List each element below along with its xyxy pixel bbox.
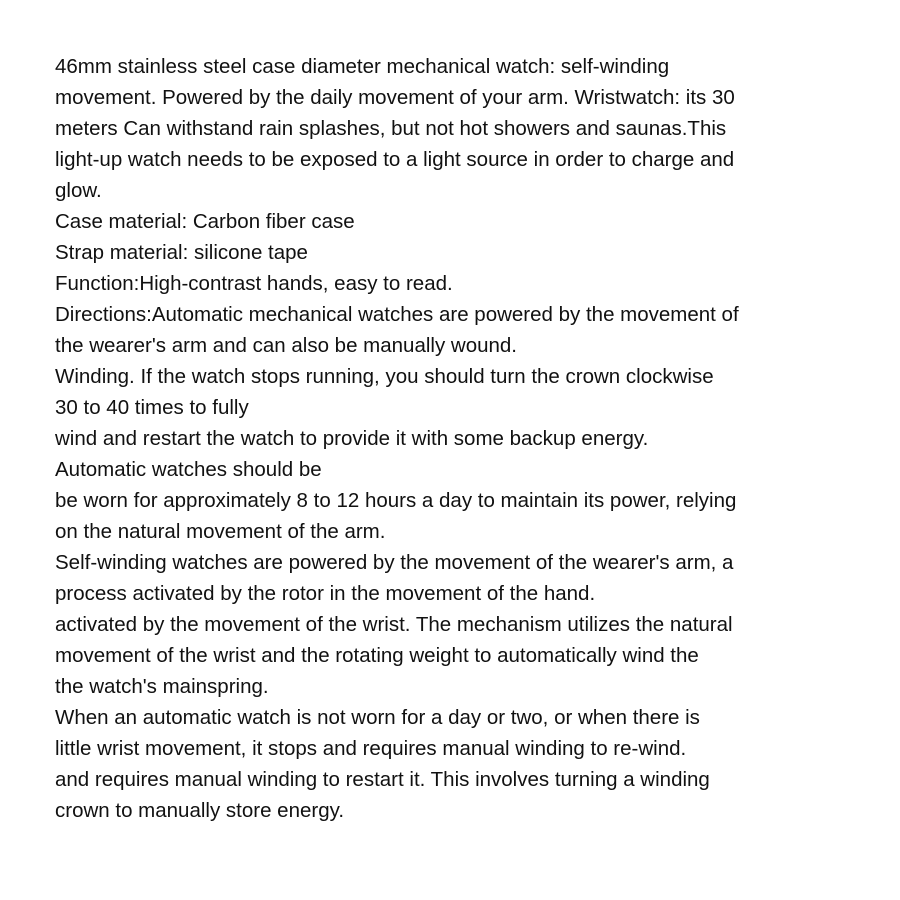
text-line-4: light-up watch needs to be exposed to a light source in order to charge and <box>55 148 735 171</box>
text-line-1: 46mm stainless steel case diameter mechanical watch: self-winding <box>55 55 670 78</box>
mechanism-line-1: activated by the movement of the wrist. The mechanism utilizes the natural <box>55 613 733 636</box>
winding-line-3: wind and restart the watch to provide it with some backup energy. <box>55 427 649 450</box>
mechanism-line-3: the watch's mainspring. <box>55 675 269 698</box>
function-line: Function:High-contrast hands, easy to read. <box>55 272 453 295</box>
directions-line-2: the wearer's arm and can also be manually wound. <box>55 334 518 357</box>
not-worn-line-4: crown to manually store energy. <box>55 799 345 822</box>
description-text <box>55 51 860 826</box>
not-worn-line-1: When an automatic watch is not worn for a day or two, or when there is <box>55 706 700 729</box>
self-winding-line-2: process activated by the rotor in the movement of the hand. <box>55 582 596 605</box>
winding-line-1: Winding. If the watch stops running, you should turn the crown clockwise <box>55 365 714 388</box>
case-material-line: Case material: Carbon fiber case <box>55 210 355 233</box>
automatic-line-1: Automatic watches should be <box>55 458 322 481</box>
self-winding-line-1: Self-winding watches are powered by the movement of the wearer's arm, a <box>55 551 734 574</box>
not-worn-line-3: and requires manual winding to restart it. This involves turning a winding <box>55 768 710 791</box>
text-line-5: glow. <box>55 179 102 202</box>
not-worn-line-2: little wrist movement, it stops and requires manual winding to re-wind. <box>55 737 687 760</box>
automatic-line-2: be worn for approximately 8 to 12 hours a day to maintain its power, relying <box>55 489 737 512</box>
text-line-2: movement. Powered by the daily movement of your arm. Wristwatch: its 30 <box>55 86 735 109</box>
text-line-3: meters Can withstand rain splashes, but not hot showers and saunas.This <box>55 117 727 140</box>
mechanism-line-2: movement of the wrist and the rotating weight to automatically wind the <box>55 644 699 667</box>
winding-line-2: 30 to 40 times to fully <box>55 396 249 419</box>
automatic-line-3: on the natural movement of the arm. <box>55 520 386 543</box>
strap-material-line: Strap material: silicone tape <box>55 241 308 264</box>
directions-line-1: Directions:Automatic mechanical watches are powered by the movement of <box>55 303 739 326</box>
